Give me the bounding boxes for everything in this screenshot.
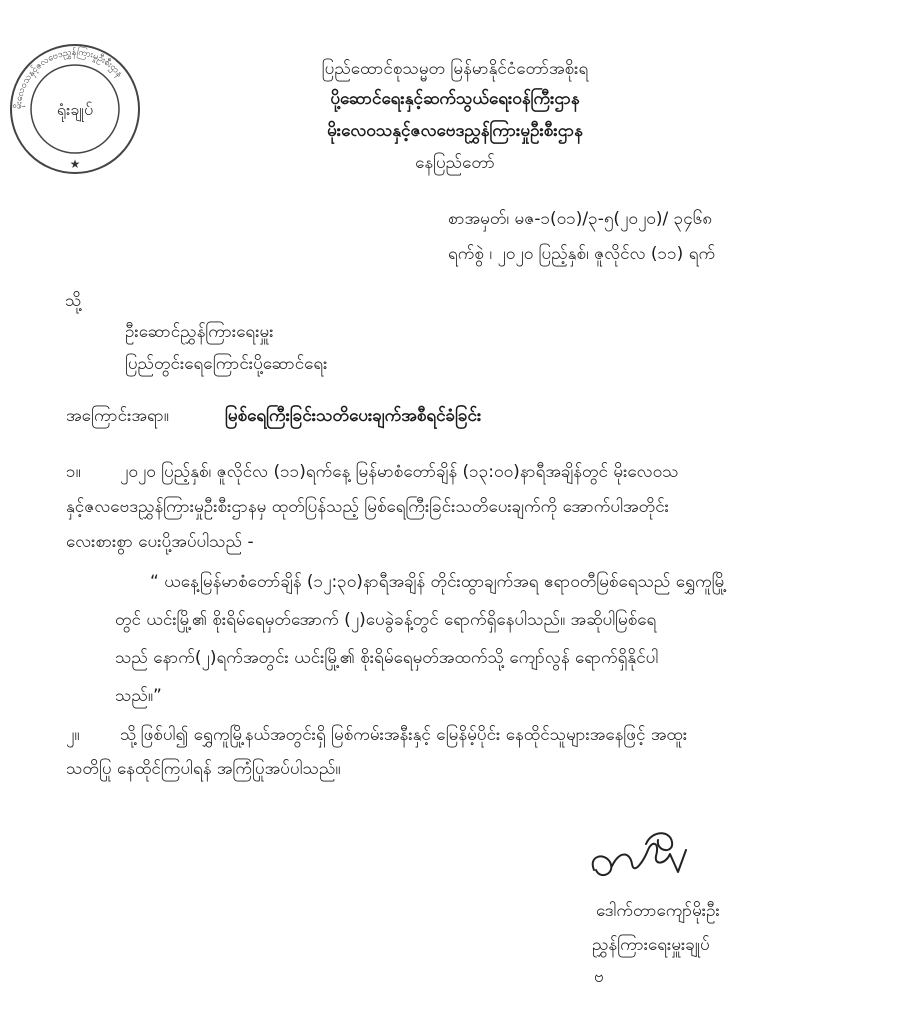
paragraph-1-line: ၂၀၂၀ ပြည့်နှစ်၊ ဇူလိုင်လ (၁၁)ရက်နေ့ မြန်မာစံတော်ချိန် (၁၃:၀၀)နာရီအချိန်တွင် မိုးလေဝသ bbox=[120, 462, 679, 482]
recipient-office: ပြည်တွင်းရေကြောင်းပို့ဆောင်ရေး bbox=[125, 354, 328, 374]
signatory-name: ဒေါက်တာကျော်မိုးဦး bbox=[596, 901, 720, 921]
handwritten-signature bbox=[586, 826, 701, 892]
letterhead-city: နေပြည်တော် bbox=[415, 153, 495, 173]
paragraph-1-number: ၁။ bbox=[66, 462, 81, 482]
recipient-title: ဦးဆောင်ညွှန်ကြားရေးမှူး bbox=[125, 322, 274, 342]
letter-date: ရက်စွဲ ၊ ၂၀၂၀ ပြည့်နှစ်၊ ဇူလိုင်လ (၁၁) ရက် bbox=[448, 244, 716, 264]
seal-star-icon: ★ bbox=[69, 157, 81, 171]
letterhead-government: ပြည်ထောင်စုသမ္မတ မြန်မာနိုင်ငံတော်အစိုးရ bbox=[321, 59, 589, 79]
recipient-to: သို့ bbox=[65, 291, 82, 311]
signatory-title: ညွှန်ကြားရေးမှူးချုပ် bbox=[592, 935, 710, 955]
letterhead-ministry: ပို့ဆောင်ရေးနှင့်ဆက်သွယ်ရေးဝန်ကြီးဌာန bbox=[330, 89, 580, 109]
seal-ring-text: မိုးလေဝသနှင့်ဇလဗေဒညွှန်ကြားမှုဦးစီးဌာန bbox=[13, 47, 125, 110]
paragraph-2-line: သို့ဖြစ်ပါ၍ ရွှေကူမြို့နယ်အတွင်းရှိ မြစ်ကမ်းအနီးနှင့် မြေနိမ့်ပိုင်း နေထိုင်သူများအနေဖြင့် အထူး bbox=[120, 725, 688, 745]
paragraph-2-number: ၂။ bbox=[66, 725, 80, 745]
office-seal bbox=[8, 42, 143, 177]
seal-center-text: ရုံးချုပ် bbox=[56, 100, 94, 119]
paragraph-1-line: နှင့်ဇလဗေဒညွှန်ကြားမှုဦးစီးဌာနမှ ထုတ်ပြန်သည့် မြစ်ရေကြီးခြင်းသတိပေးချက်ကို အောက်ပါအတိုင်း bbox=[66, 497, 669, 517]
letterhead-department: မိုးလေဝသနှင့်ဇလဗေဒညွှန်ကြားမှုဦးစီးဌာန bbox=[327, 121, 583, 141]
subject-label: အကြောင်းအရာ။ bbox=[66, 406, 169, 426]
signatory-initial: ဗ bbox=[594, 967, 604, 987]
subject-text: မြစ်ရေကြီးခြင်းသတိပေးချက်အစီရင်ခံခြင်း bbox=[225, 406, 482, 426]
quote-line: သည်။” bbox=[115, 686, 162, 706]
paragraph-1-line: လေးစားစွာ ပေးပို့အပ်ပါသည် - bbox=[66, 532, 254, 552]
quote-line: သည် နောက်(၂)ရက်အတွင်း ယင်းမြို့၏ စိုးရိမ်ရေမှတ်အထက်သို့ ကျော်လွန် ရောက်ရှိနိုင်ပါ bbox=[115, 648, 659, 668]
quote-line: တွင် ယင်းမြို့၏ စိုးရိမ်ရေမှတ်အောက် (၂)ပေခွဲခန့်တွင် ရောက်ရှိနေပါသည်။ အဆိုပါမြစ်ရေ bbox=[115, 610, 657, 630]
letter-number: စာအမှတ်၊ မဇ-၁(၀၁)/၃-၅(၂၀၂၀)/ ၃၄၆၈ bbox=[448, 209, 713, 229]
paragraph-2-line: သတိပြု နေထိုင်ကြပါရန် အကြံပြုအပ်ပါသည်။ bbox=[66, 759, 341, 779]
quote-line: “ ယနေ့မြန်မာစံတော်ချိန် (၁၂:၃၀)နာရီအချိန် တိုင်းထွာချက်အရ ဧရာဝတီမြစ်ရေသည် ရွှေကူမြို့ bbox=[150, 572, 727, 592]
